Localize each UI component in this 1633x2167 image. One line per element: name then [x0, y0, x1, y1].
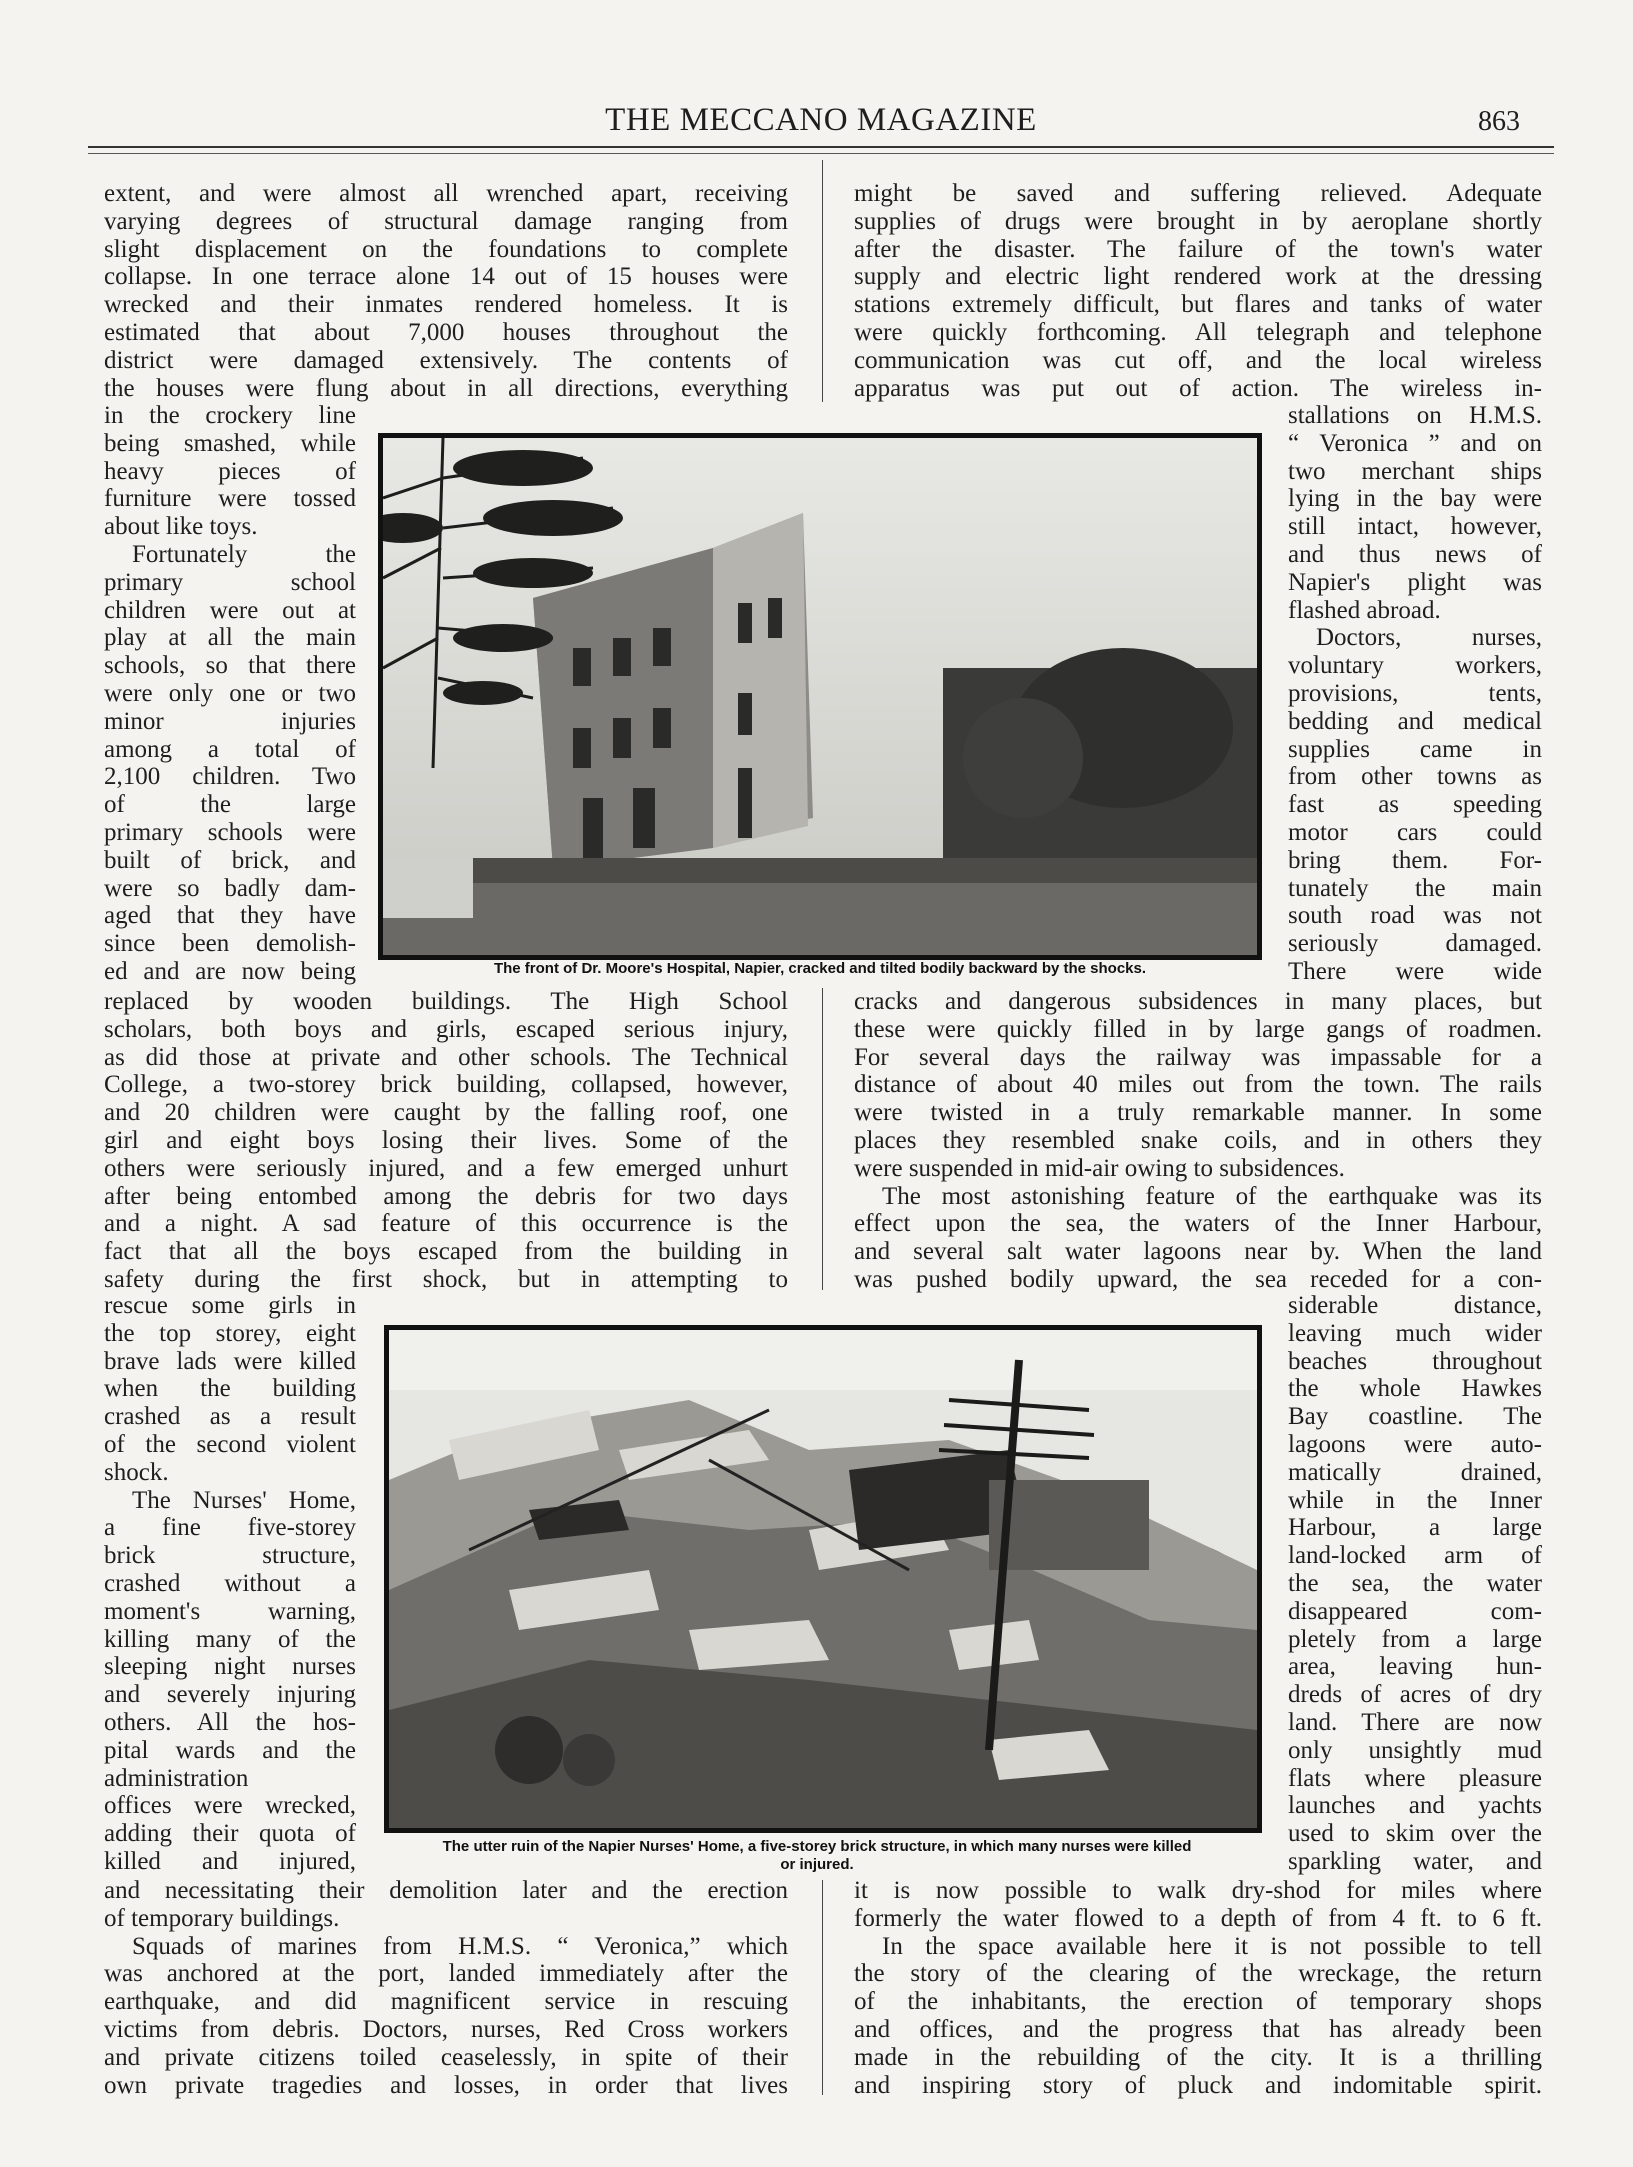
- text-line: and offices, and the progress that has already been: [854, 2016, 1542, 2043]
- text-line: sleeping night nurses: [104, 1653, 356, 1681]
- hospital-photo: [378, 433, 1262, 960]
- nurses-home-image: [389, 1330, 1257, 1828]
- text-line: and 20 children were caught by the falling roof, one: [104, 1099, 788, 1127]
- text-line: killing many of the: [104, 1625, 356, 1653]
- text-line: effect upon the sea, the waters of the Inner Harbour,: [854, 1210, 1542, 1238]
- text-line: girl and eight boys losing their lives. Some of the: [104, 1127, 788, 1154]
- text-line: brave lads were killed: [104, 1347, 356, 1375]
- text-line: administration: [104, 1764, 249, 1792]
- page-header: [88, 102, 1554, 144]
- nurses-home-caption-line2: or injured.: [780, 1856, 854, 1873]
- header-rule-thin: [88, 153, 1554, 154]
- text-line: Napier's plight was: [1288, 568, 1542, 596]
- text-line: and thus news of: [1288, 541, 1542, 568]
- text-line: formerly the water flowed to a depth of from 4 ft. to 6 ft.: [854, 1904, 1542, 1932]
- text-line: fast as speeding: [1288, 791, 1542, 819]
- text-line: earthquake, and did magnificent service in rescuing: [104, 1988, 788, 2016]
- text-line: distance of about 40 miles out from the town. The rails: [854, 1071, 1542, 1099]
- text-line: used to skim over the: [1288, 1820, 1542, 1848]
- text-line: replaced by wooden buildings. The High School: [104, 988, 788, 1015]
- text-line: scholars, both boys and girls, escaped serious injury,: [104, 1015, 788, 1043]
- text-line: land-locked arm of: [1288, 1542, 1542, 1570]
- text-line: were only one or two: [104, 680, 356, 707]
- text-line: voluntary workers,: [1288, 652, 1542, 680]
- text-line: seriously damaged.: [1288, 930, 1542, 958]
- text-line: Fortunately the: [132, 541, 356, 568]
- text-line: two merchant ships: [1288, 457, 1542, 485]
- text-line: For several days the railway was impassable for a: [854, 1043, 1542, 1071]
- text-line: after being entombed among the debris for two days: [104, 1182, 788, 1210]
- text-line: only unsightly mud: [1288, 1736, 1542, 1764]
- text-line: of temporary buildings.: [104, 1904, 340, 1932]
- text-line: crashed without a: [104, 1570, 356, 1597]
- text-line: area, leaving hun-: [1288, 1653, 1542, 1681]
- text-line: the story of the clearing of the wreckage, the return: [854, 1960, 1542, 1988]
- text-line: the sea, the water: [1288, 1570, 1542, 1597]
- text-line: killed and injured,: [104, 1848, 356, 1875]
- text-line: wrecked and their inmates rendered homeless. It is: [104, 291, 788, 319]
- text-line: ed and are now being: [104, 958, 356, 985]
- nurses-home-caption: [376, 1838, 1258, 1874]
- text-line: heavy pieces of: [104, 457, 356, 485]
- text-line: furniture were tossed: [104, 485, 356, 513]
- text-line: leaving much wider: [1288, 1319, 1542, 1347]
- text-line: minor injuries: [104, 707, 356, 735]
- text-line: and several salt water lagoons near by. When the land: [854, 1238, 1542, 1266]
- text-line: sparkling water, and: [1288, 1848, 1542, 1875]
- text-line: was pushed bodily upward, the sea receded for a con-: [854, 1266, 1542, 1293]
- text-line: victims from debris. Doctors, nurses, Red Cross workers: [104, 2016, 788, 2043]
- text-line: varying degrees of structural damage ranging from: [104, 207, 788, 235]
- text-line: primary schools were: [104, 819, 356, 846]
- column-divider-top: [822, 160, 823, 402]
- text-line: launches and yachts: [1288, 1792, 1542, 1820]
- text-line: Squads of marines from H.M.S. “ Veronica,” which: [132, 1932, 788, 1960]
- text-line: and a night. A sad feature of this occurrence is the: [104, 1210, 788, 1238]
- text-line: bedding and medical: [1288, 707, 1542, 735]
- text-line: still intact, however,: [1288, 513, 1542, 541]
- text-line: lying in the bay were: [1288, 485, 1542, 513]
- text-line: bring them. For-: [1288, 846, 1542, 874]
- text-line: a fine five-storey: [104, 1514, 356, 1542]
- text-line: apparatus was put out of action. The wireless in-: [854, 374, 1542, 402]
- text-line: pletely from a large: [1288, 1625, 1542, 1653]
- text-line: after the disaster. The failure of the town's water: [854, 235, 1542, 263]
- text-line: Harbour, a large: [1288, 1514, 1542, 1542]
- text-line: collapse. In one terrace alone 14 out of 15 houses were: [104, 263, 788, 291]
- text-line: and necessitating their demolition later and the erection: [104, 1877, 788, 1904]
- text-line: flats where pleasure: [1288, 1764, 1542, 1792]
- text-line: estimated that about 7,000 houses throughout the: [104, 319, 788, 346]
- nurses-home-caption-line1: The utter ruin of the Napier Nurses' Home, a five-storey brick structure, in which many nurses were killed: [442, 1838, 1192, 1855]
- text-line: and severely injuring: [104, 1681, 356, 1709]
- text-line: shock.: [104, 1458, 169, 1486]
- text-line: lagoons were auto-: [1288, 1431, 1542, 1458]
- text-line: Doctors, nurses,: [1316, 624, 1542, 652]
- text-line: fact that all the boys escaped from the building in: [104, 1238, 788, 1266]
- text-line: places they resembled snake coils, and in others they: [854, 1127, 1542, 1154]
- text-line: brick structure,: [104, 1542, 356, 1570]
- text-line: supplies came in: [1288, 735, 1542, 763]
- text-line: supplies of drugs were brought in by aeroplane shortly: [854, 207, 1542, 235]
- text-line: slight displacement on the foundations to complete: [104, 235, 788, 263]
- text-line: matically drained,: [1288, 1458, 1542, 1486]
- hospital-image: [383, 438, 1257, 955]
- text-line: the whole Hawkes: [1288, 1375, 1542, 1403]
- text-line: being smashed, while: [104, 429, 356, 457]
- column-divider-bottom: [822, 1880, 823, 2095]
- text-line: while in the Inner: [1288, 1486, 1542, 1514]
- text-line: it is now possible to walk dry-shod for miles where: [854, 1877, 1542, 1904]
- magazine-title: THE MECCANO MAGAZINE: [605, 102, 1037, 138]
- text-line: land. There are now: [1288, 1709, 1542, 1736]
- text-line: crashed as a result: [104, 1403, 356, 1431]
- text-line: made in the rebuilding of the city. It is a thrilling: [854, 2043, 1542, 2071]
- text-line: cracks and dangerous subsidences in many places, but: [854, 988, 1542, 1015]
- text-line: The most astonishing feature of the earthquake was its: [882, 1182, 1542, 1210]
- text-line: of the inhabitants, the erection of temporary shops: [854, 1988, 1542, 2016]
- text-line: “ Veronica ” and on: [1288, 429, 1542, 457]
- text-line: in the crockery line: [104, 402, 356, 429]
- text-line: when the building: [104, 1375, 356, 1403]
- text-line: dreds of acres of dry: [1288, 1681, 1542, 1709]
- text-line: College, a two-storey brick building, collapsed, however,: [104, 1071, 788, 1099]
- text-line: of the large: [104, 791, 356, 819]
- text-line: In the space available here it is not possible to tell: [882, 1932, 1542, 1960]
- text-line: were suspended in mid-air owing to subsidences.: [854, 1154, 1345, 1182]
- text-line: others were seriously injured, and a few emerged unhurt: [104, 1154, 788, 1182]
- text-line: stallations on H.M.S.: [1288, 402, 1542, 429]
- text-line: Bay coastline. The: [1288, 1403, 1542, 1431]
- text-line: communication was cut off, and the local wireless: [854, 346, 1542, 374]
- page-number: 863: [1478, 106, 1520, 137]
- text-line: since been demolish-: [104, 930, 356, 958]
- column-divider-middle: [822, 988, 823, 1290]
- text-line: children were out at: [104, 596, 356, 624]
- text-line: south road was not: [1288, 902, 1542, 930]
- text-line: own private tragedies and losses, in order that lives: [104, 2071, 788, 2099]
- text-line: tunately the main: [1288, 874, 1542, 902]
- text-line: district were damaged extensively. The contents of: [104, 346, 788, 374]
- text-line: of the second violent: [104, 1431, 356, 1458]
- text-line: among a total of: [104, 735, 356, 763]
- text-line: flashed abroad.: [1288, 596, 1441, 624]
- text-line: were twisted in a truly remarkable manner. In some: [854, 1099, 1542, 1127]
- text-line: siderable distance,: [1288, 1292, 1542, 1319]
- text-line: extent, and were almost all wrenched apart, receiving: [104, 180, 788, 207]
- text-line: safety during the first shock, but in attempting to: [104, 1266, 788, 1293]
- text-line: supply and electric light rendered work at the dressing: [854, 263, 1542, 291]
- text-line: play at all the main: [104, 624, 356, 652]
- text-line: There were wide: [1288, 958, 1542, 985]
- text-line: were so badly dam-: [104, 874, 356, 902]
- text-line: from other towns as: [1288, 763, 1542, 791]
- text-line: disappeared com-: [1288, 1597, 1542, 1625]
- text-line: and private citizens toiled ceaselessly, in spite of their: [104, 2043, 788, 2071]
- text-line: might be saved and suffering relieved. Adequate: [854, 180, 1542, 207]
- hospital-caption: The front of Dr. Moore's Hospital, Napier, cracked and tilted bodily backward by the shocks.: [493, 960, 1147, 977]
- text-line: provisions, tents,: [1288, 680, 1542, 707]
- text-line: beaches throughout: [1288, 1347, 1542, 1375]
- nurses-home-photo: [384, 1325, 1262, 1833]
- header-rule: [88, 146, 1554, 148]
- text-line: as did those at private and other schools. The Technical: [104, 1043, 788, 1071]
- text-line: were quickly forthcoming. All telegraph and telephone: [854, 319, 1542, 346]
- text-line: these were quickly filled in by large gangs of roadmen.: [854, 1015, 1542, 1043]
- text-line: The Nurses' Home,: [132, 1486, 356, 1514]
- text-line: built of brick, and: [104, 846, 356, 874]
- text-line: stations extremely difficult, but flares and tanks of water: [854, 291, 1542, 319]
- text-line: rescue some girls in: [104, 1292, 356, 1319]
- text-line: the houses were flung about in all directions, everything: [104, 374, 788, 402]
- text-line: the top storey, eight: [104, 1319, 356, 1347]
- text-line: schools, so that there: [104, 652, 356, 680]
- text-line: aged that they have: [104, 902, 356, 930]
- text-line: about like toys.: [104, 513, 258, 541]
- text-line: was anchored at the port, landed immediately after the: [104, 1960, 788, 1988]
- text-line: primary school: [104, 568, 356, 596]
- text-line: pital wards and the: [104, 1736, 356, 1764]
- text-line: and inspiring story of pluck and indomitable spirit.: [854, 2071, 1542, 2099]
- text-line: 2,100 children. Two: [104, 763, 356, 791]
- text-line: adding their quota of: [104, 1820, 356, 1848]
- text-line: others. All the hos-: [104, 1709, 356, 1736]
- text-line: offices were wrecked,: [104, 1792, 356, 1820]
- text-line: motor cars could: [1288, 819, 1542, 846]
- text-line: moment's warning,: [104, 1597, 356, 1625]
